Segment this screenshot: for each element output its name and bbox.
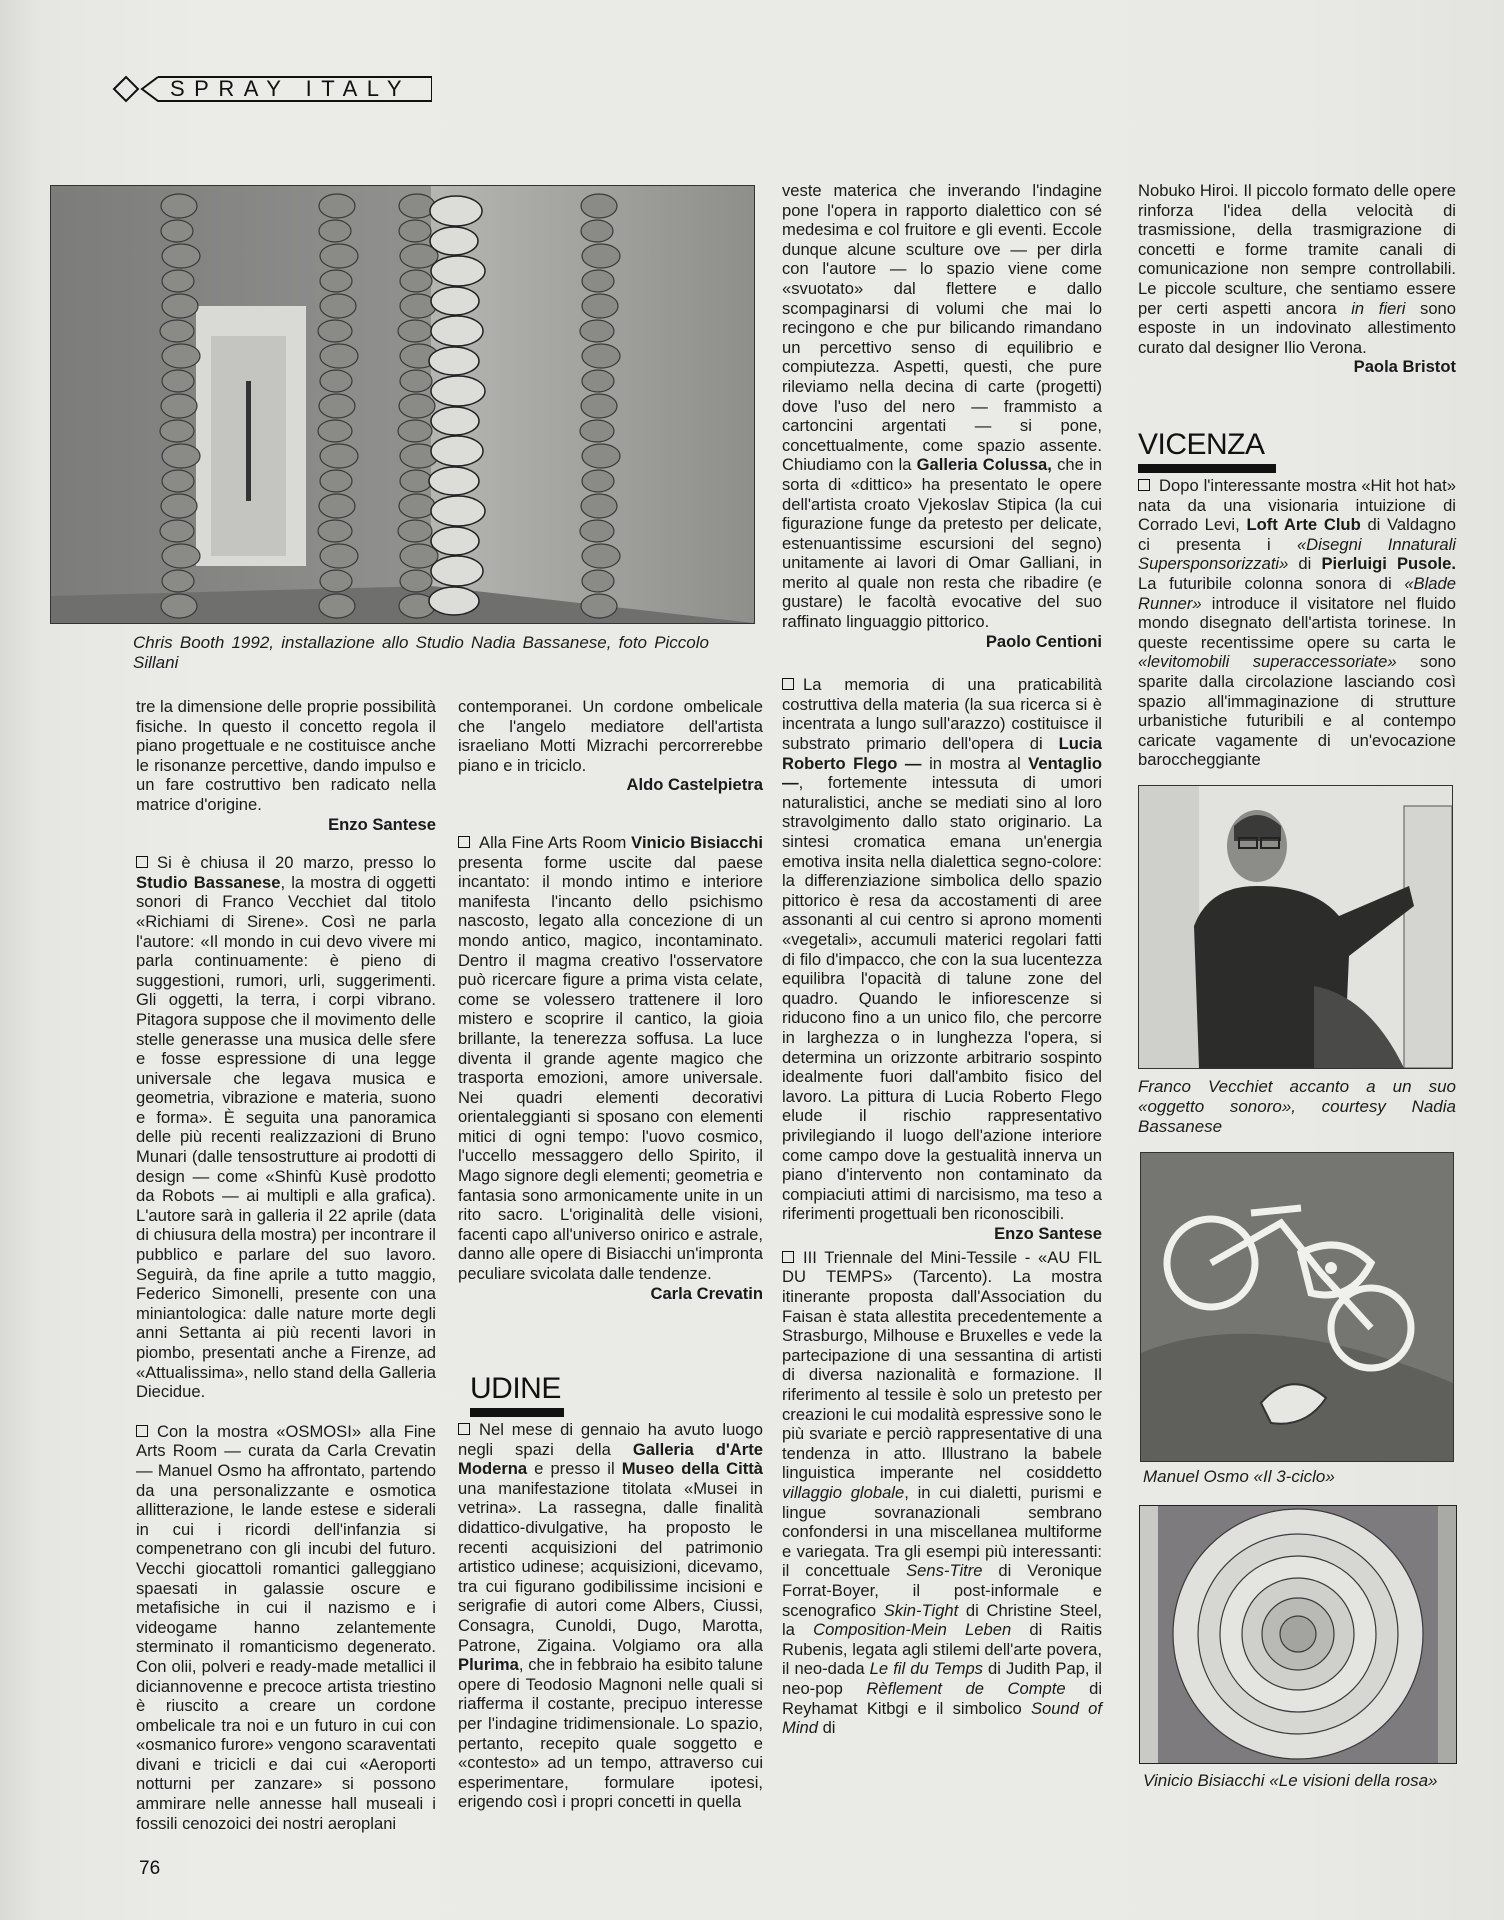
vicenza-text-2: di Valdagno ci presenta i — [1138, 515, 1456, 554]
vicenza-text-1: Dopo l'interessante mostra «Hit hot hat» nata da una visionaria intuizione di Corrado Levi, — [1138, 476, 1456, 535]
column-4-vicenza — [1138, 476, 1456, 770]
bullet-box-icon — [136, 856, 148, 868]
triennale-text-1: III Triennale del Mini-Tessile - «AU FIL DU TEMPS» (Tarcento). La mostra itinerante proposta dall'Association du Faisan è stata allestita precedentemente a Strasburgo, Milhouse e Bruxelles e vede la partecipazione di una sessantina di artisti di diversa nazionalità e formazione. Il riferimento al tessile è solo un pretesto per creazioni le cui modalità espressive sono le più svariate e perciò rappresentative di una tendenza in atto. Illustrano la babele linguistica imperante nel cosiddetto — [782, 1247, 1102, 1483]
bisiacchi-lead: Alla Fine Arts Room — [479, 832, 627, 852]
udine-venue-museo: Museo della Città — [621, 1459, 763, 1479]
triennale-em-5: Le fil du Temps — [869, 1659, 983, 1679]
bassanese-lead: Si è chiusa il 20 marzo, presso lo — [157, 853, 436, 873]
vicenza-text-5: introduce il visitatore nel fluido mondo disegnato dell'artista torinese. In queste recentissime opere su carta le — [1138, 593, 1456, 652]
section-title-udine: UDINE — [470, 1372, 561, 1405]
triennale-text-2: , in cui dialetti, purismi e lingue sovranazionali sembrano confondersi in una miscellanea multiforme e variegata. Tra gli esempi più interessanti: il concettuale — [782, 1483, 1102, 1581]
triennale-em-7: Sound of Mind — [782, 1698, 1103, 1738]
column-3 — [782, 181, 1102, 1738]
flego-venue: Ventaglio — — [782, 753, 1102, 793]
vicenza-artist: Pierluigi Pusole. — [1321, 554, 1456, 574]
udine-continuation-1: veste materica che inverando l'indagine pone l'opera in rapporto dialettico con sé medesima e col fruitore e gli eventi. Eccole dunque alcune sculture ove — per dirla con l'autore — lo spazio viene come «svuotato» dal flettere e dallo scompaginarsi di volumi che mai lo recingono e che pur bilicando rimandano un percettivo senso di equilibrio e compiutezza. Aspetti, questi, che pure rileviamo nella decina di carte (progetti) dove l'uso del nero — frammisto a cartoncini argentati — si pone, concettualmente, come spazio assente. Chiudiamo con la — [782, 181, 1102, 475]
udine-venue-colussa: Galleria Colussa, — [916, 455, 1052, 475]
flego-text: , fortemente intessuta di umori naturalistici, anche se mediati sino al loro stravolgimento dallo stato originario. La sintesi cromatica emana un'energia emotiva insita nella dialettica segno-colore: la differenziazione simbolica dello spazio pittorico è resa da accostamenti di aree assonanti al cui centro si aprono momenti «vegetali», accumuli materici regolari fatti di filo d'impacco, che con la sua lucentezza equilibra l'opacità di talune zone del quadro. Quando le infiorescenze si riducono fino a un unico filo, che percorre in larghezza o in lunghezza l'opera, si determina un orizzonte arbitrario sospinto idealmente fuori dall'ambito fisico del lavoro. La pittura di Lucia Roberto Flego elude il rischio rappresentativo privilegiando il luogo dell'azione interiore come campo dove la gestualità innerva un piano d'intervento non contaminato da compiaciuti attimi di narcisismo, ma teso a riferimenti progettuali ben riconoscibili. — [782, 773, 1102, 1224]
triennale-text-4: di Christine Steel, la — [782, 1600, 1102, 1640]
triennale-em-3: Skin-Tight — [883, 1600, 959, 1620]
vicenza-venue: Loft Arte Club — [1246, 515, 1361, 535]
col1-intro-author: Enzo Santese — [328, 814, 436, 834]
bullet-box-icon — [782, 1251, 794, 1263]
section-bar-udine — [470, 1408, 564, 1417]
article-triennale — [782, 1248, 1102, 1738]
flego-artist: Lucia Roberto Flego — — [782, 734, 1102, 773]
bullet-box-icon — [1138, 479, 1150, 491]
udine-lead: Nel mese di gennaio ha avuto luogo negli spazi della — [458, 1420, 763, 1459]
page-number: 76 — [139, 1858, 161, 1879]
section-title-vicenza: VICENZA — [1138, 428, 1265, 461]
bassanese-text: , la mostra di oggetti sonori di Franco Vecchiet dal titolo «Richiami di Sirene». Così ne parla l'autore: «Il mondo in cui devo vivere mi parla continuamente: è pieno di suggestioni, rumori, urli, suggerimenti. Gli oggetti, la terra, i corpi vibrano. Pitagora suppose che il movimento delle stelle generasse una musica delle sfere e fosse espressione di una legge universale che legava musica e geometria, vibrazione e materia, suono e forma». È seguita una panoramica delle più recenti realizzazioni di Bruno Munari (dalle tensostrutture ai prodotti di design — come «Shinfù Kusè prodotto da Robots — ai multipli e alla grafica). L'autore sarà in galleria il 22 aprile (data di chiusura della mostra) per incontrare il pubblico e parlare del suo lavoro. Seguirà, da fine aprile a tutto maggio, Federico Simonelli, presente con una miniantologica: dalle nature morte degli anni Settanta ai più recenti lavori in piombo, presentati anche a Firenze, ad «Attualissima», nello stand della Galleria Diecidue. — [136, 872, 436, 1402]
vicenza-text-3: di — [1288, 554, 1322, 574]
udine-continuation — [782, 181, 1102, 632]
bisiacchi-artist: Vinicio Bisiacchi — [631, 832, 763, 852]
udine-text-2: , che in febbraio ha esibito talune opere di Teodosio Magnoni nelle quali si riafferma il costante, precipuo interesse per l'indagine tridimensionale. Lo spazio, pertanto, recepito quale soggetto e «contesto» ad un tempo, attraverso cui esperimentare, formulare ipotesi, erigendo così i propri concetti in quella — [458, 1655, 763, 1812]
triennale-text-8: di — [817, 1718, 836, 1738]
installation-photo-caption: Chris Booth 1992, installazione allo Studio Nadia Bassanese, foto Piccolo Sillani — [133, 633, 709, 672]
vicenza-em-1: «Disegni Innaturali Supersponsorizzati» — [1138, 534, 1456, 574]
bullet-box-icon — [782, 678, 794, 690]
udine-venue-galleria: Galleria d'Arte Moderna — [458, 1439, 763, 1479]
triennale-em-6: Rèflement de Compte — [866, 1678, 1066, 1698]
tricycle-photo-graphic — [1141, 1153, 1453, 1461]
portrait-photo-caption: Franco Vecchiet accanto a un suo «oggetto sonoro», courtesy Nadia Bassanese — [1138, 1077, 1456, 1136]
flego-author: Enzo Santese — [994, 1223, 1102, 1243]
flego-lead: La memoria di una praticabilità costruttiva della materia (la sua ricerca si è incentrata a lungo sull'arazzo) costituisce il substrato primario dell'opera di — [782, 675, 1102, 754]
vicenza-em-2: «Blade Runner» — [1138, 573, 1456, 613]
triennale-em-8: in fieri — [1351, 298, 1406, 318]
udine-mid: e presso il — [527, 1459, 622, 1479]
article-bassanese — [136, 853, 436, 1402]
osmosi-continuation: contemporanei. Un cordone ombelicale che l'angelo mediatore dell'artista israeliano Motti Mizrachi percorrerebbe piano e in triciclo. — [458, 697, 763, 775]
bisiacchi-text: presenta forme uscite dal paese incantato: il mondo intimo e interiore manifesta l'incanto dello psichismo nascosto, legato alla concezione di un mondo antico, magico, incontaminato. Dentro il magma creativo l'osservatore può ricercare figure a prima vista celate, come se volessero trattenere il loro mistero e scoprire il cantico, la gioia brillante, la tenerezza soffusa. La luce diventa il grande agente magico che trasporta emozioni, amore universale. Nei quadri elementi decorativi orientaleggianti si sposano con elementi mitici di ogni tempo: l'uovo cosmico, l'uccello messaggero dello Spirito, il Mago signore degli elementi; geometria e fantasia sono armonicamente unite in un rito sacro. L'originalità delle visioni, facenti capo all'universo onirico e astrale, danno alle opere di Bisiacchi un'impronta peculiare svicolata dalle tendenze. — [458, 852, 763, 1284]
rose-photo-graphic — [1140, 1506, 1456, 1763]
triennale-text-6: di Judith Pap, il neo-pop — [782, 1659, 1102, 1698]
bassanese-venue: Studio Bassanese — [136, 872, 281, 892]
triennale-text-5: di Raitis Rubenis, legata agli stilemi dell'arte povera, il neo-dada — [782, 1620, 1102, 1679]
bisiacchi-author: Carla Crevatin — [650, 1283, 763, 1303]
tricycle-photo-caption: Manuel Osmo «Il 3-ciclo» — [1143, 1467, 1335, 1486]
triennale-em-1: villaggio globale — [782, 1483, 905, 1502]
article-bisiacchi — [458, 833, 763, 1284]
article-udine-musei — [458, 1420, 763, 1812]
column-2-udine — [458, 1420, 763, 1812]
column-2 — [458, 697, 763, 1303]
article-flego — [782, 675, 1102, 1243]
triennale-author: Paola Bristot — [1353, 357, 1456, 377]
vicenza-text-4: La futuribile colonna sonora di — [1138, 573, 1405, 593]
col1-intro-text: tre la dimensione delle proprie possibilità fisiche. In questo il concetto regola il piano progettuale e ne costituisce anche le risonanze percettive, dando impulso e un fare costruttivo ben radicato nella matrice d'origine. — [136, 697, 436, 814]
bullet-box-icon — [458, 836, 470, 848]
triennale-continuation-1: Nobuko Hiroi. Il piccolo formato delle opere rinforza l'idea della velocità di trasmissione, della trasmigrazione di concetti e forme tramite canali di comunicazione non sempre controllabili. Le piccole sculture, che sentiamo essere per certi aspetti ancora — [1138, 181, 1456, 318]
bullet-box-icon — [136, 1425, 148, 1437]
rose-photo — [1139, 1505, 1457, 1764]
section-header-label: SPRAY ITALY — [170, 76, 412, 101]
installation-photo-graphic — [51, 186, 754, 623]
portrait-photo-graphic — [1139, 786, 1452, 1068]
article-vicenza-loft — [1138, 476, 1456, 770]
installation-photo — [50, 185, 755, 624]
udine-venue-plurima: Plurima — [458, 1655, 519, 1675]
udine-continuation-2: che in sorta di «dittico» ha presentato le opere dell'artista croato Vjekoslav Stipica (la cui figurazione funge da pretesto per delicate, estenuantissime escursioni del segno) unitamente ai lavori di Omar Galliani, in merito al quale non resta che ribadire (e gustare) le facoltà evocative del suo raffinato linguaggio pittorico. — [782, 455, 1103, 632]
section-header-badge — [112, 75, 432, 103]
vicenza-em-3: «levitomobili superaccessoriate» — [1138, 652, 1397, 672]
triennale-continuation — [1138, 181, 1457, 377]
osmosi-author: Aldo Castelpietra — [626, 775, 763, 795]
triennale-text-7: di Reyhamat Kitbgi e il simbolico — [782, 1678, 1103, 1718]
udine-author: Paolo Centioni — [985, 631, 1102, 651]
column-4 — [1138, 181, 1456, 377]
triennale-em-2: Sens-Titre — [906, 1561, 983, 1581]
vicenza-text-6: sono sparite dalla circolazione lasciando così spazio all'immaginazione di strutture urbanistiche futuribili e al contempo caricate vagamente di un'evocazione baroccheggiante — [1138, 652, 1456, 770]
article-osmosi — [136, 1422, 436, 1833]
triennale-em-4: Composition-Mein Leben — [813, 1620, 1012, 1640]
triennale-continuation-2: sono esposte in un indovinato allestimento curato dal designer Ilio Verona. — [1138, 298, 1457, 357]
column-1 — [136, 697, 436, 1833]
bullet-box-icon — [458, 1423, 470, 1435]
section-bar-vicenza — [1138, 464, 1276, 473]
flego-mid: in mostra al — [921, 753, 1029, 773]
triennale-text-3: di Veronique Forrat-Boyer, il post-informale e scenografico — [782, 1561, 1103, 1620]
tricycle-photo — [1140, 1152, 1454, 1462]
udine-text-1: una manifestazione titolata «Musei in vetrina». La rassegna, dalle finalità didattico-divulgative, ha proposto le recenti acquisizioni del patrimonio artistico udinese; acquisizioni, dicevamo, tra cui figurano godibilissime incisioni e serigrafie di autori come Albers, Ciussi, Consagra, Cunoldi, Dugo, Marotta, Patrone, Zigaina. Volgiamo ora alla — [458, 1478, 763, 1655]
portrait-photo — [1138, 785, 1453, 1069]
rose-photo-caption: Vinicio Bisiacchi «Le visioni della rosa» — [1143, 1771, 1438, 1790]
osmosi-text: Con la mostra «OSMOSI» alla Fine Arts Room — curata da Carla Crevatin — Manuel Osmo ha affrontato, partendo da una personalizzante e osmotica allitterazione, le lande estese e siderali in cui i ricordi dell'infanzia si compenetrano con gli incubi del futuro. Vecchi giocattoli romantici galleggiano spaesati in galassie oscure e metafisiche in cui il nazismo e i videogame hanno zelantemente sterminato il romanticismo degenerato. Con olii, polveri e ready-made metallici il diciannovenne e precoce artista triestino è riuscito a creare un cordone ombelicale tra noi e un futuro in cui con «osmanico furore» vengono scaraventati divani e tricicli e dai cui «Aeroporti notturni per zanzare» si possono ammirare nelle annesse hall museali i fossili cenozoici dei nostri aeroplani — [136, 1421, 436, 1833]
